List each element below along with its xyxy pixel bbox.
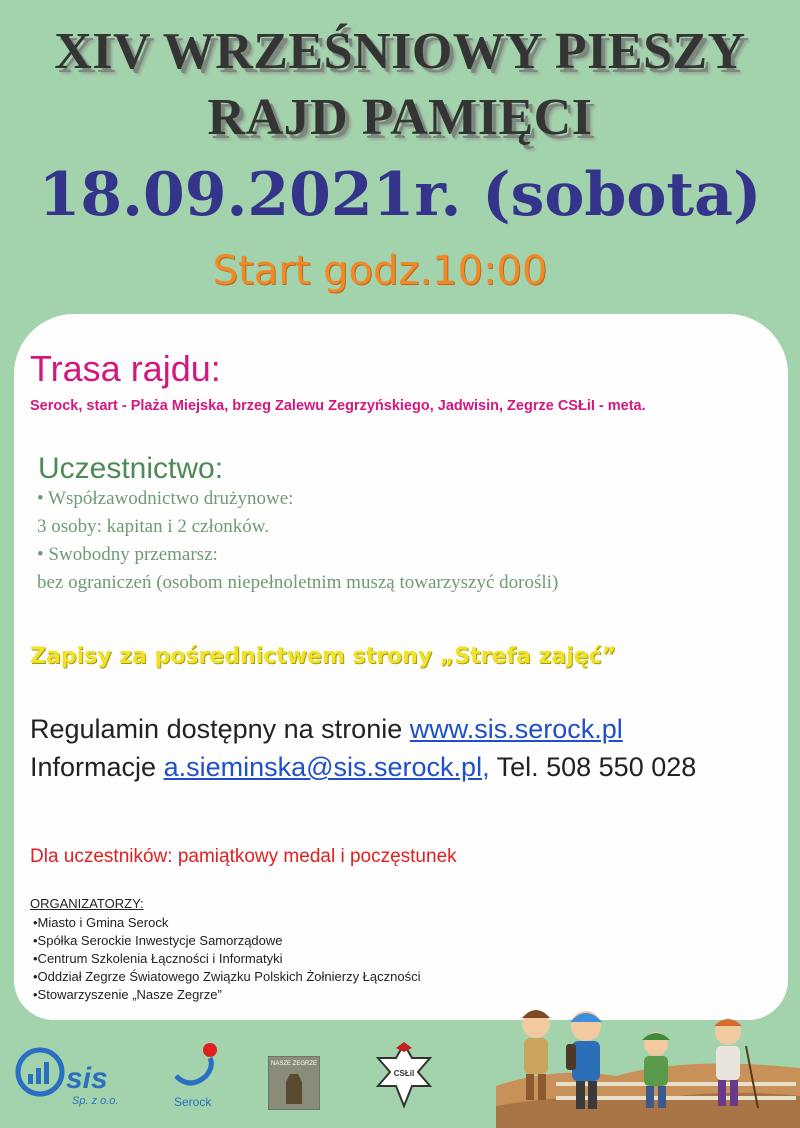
- organizer-item: •Oddział Zegrze Światowego Związku Polskich Żołnierzy Łączności: [33, 969, 421, 984]
- tower-icon: [286, 1074, 302, 1104]
- event-date: 18.09.2021r. (sobota): [38, 160, 762, 230]
- participation-line: • Swobodny przemarsz:: [37, 544, 218, 565]
- rules-line: [30, 714, 623, 745]
- organizer-item: •Centrum Szkolenia Łączności i Informatyki: [33, 951, 283, 966]
- csli-text: CSŁiI: [393, 1069, 415, 1078]
- nasze-zegrze-logo: [268, 1056, 320, 1110]
- contact-line: [30, 752, 696, 783]
- award-note: Dla uczestników: pamiątkowy medal i poczęstunek: [30, 846, 457, 867]
- title-line-2: RAJD PAMIĘCI: [207, 89, 593, 146]
- serock-dot-icon: [203, 1043, 217, 1057]
- rules-text: Regulamin dostępny na stronie: [30, 714, 410, 744]
- route-text: Serock, start - Plaża Miejska, brzeg Zalewu Zegrzyńskiego, Jadwisin, Zegrze CSŁiI - meta.: [30, 398, 646, 414]
- title-line-1: XIV WRZEŚNIOWY PIESZY: [54, 23, 746, 80]
- organizers-heading: ORGANIZATORZY:: [30, 896, 144, 911]
- participation-line: 3 osoby: kapitan i 2 członków.: [37, 516, 270, 537]
- nasze-zegrze-text: NASZE ZEGRZE: [270, 1061, 318, 1067]
- contact-phone: Tel. 508 550 028: [489, 752, 697, 782]
- contact-text: Informacje: [30, 752, 164, 782]
- participation-heading: Uczestnictwo:: [38, 452, 224, 485]
- serock-logo: [170, 1040, 230, 1110]
- contact-email-link[interactable]: a.sieminska@sis.serock.pl,: [163, 752, 490, 782]
- participation-line: • Współzawodnictwo drużynowe:: [37, 488, 294, 509]
- route-heading: Trasa rajdu:: [30, 348, 221, 389]
- signup-note: Zapisy za pośrednictwem strony „Strefa zajęć”: [30, 644, 617, 669]
- serock-swoosh-icon: [176, 1058, 211, 1083]
- sis-logo-sub: Sp. z o.o.: [72, 1095, 119, 1107]
- hikers-illustration: [496, 996, 800, 1128]
- organizer-item: •Spółka Serockie Inwestycje Samorządowe: [33, 933, 283, 948]
- serock-logo-text: Serock: [174, 1095, 212, 1109]
- organizer-item: •Miasto i Gmina Serock: [33, 915, 169, 930]
- sis-logo-text: sis: [66, 1062, 108, 1095]
- start-time: Start godz.10:00: [212, 248, 548, 294]
- organizer-item: •Stowarzyszenie „Nasze Zegrze”: [33, 987, 222, 1002]
- csli-logo: [372, 1040, 436, 1112]
- rules-link[interactable]: www.sis.serock.pl: [409, 714, 623, 744]
- sis-logo: [10, 1042, 130, 1112]
- participation-line: bez ograniczeń (osobom niepełnoletnim muszą towarzyszyć dorośli): [37, 572, 559, 593]
